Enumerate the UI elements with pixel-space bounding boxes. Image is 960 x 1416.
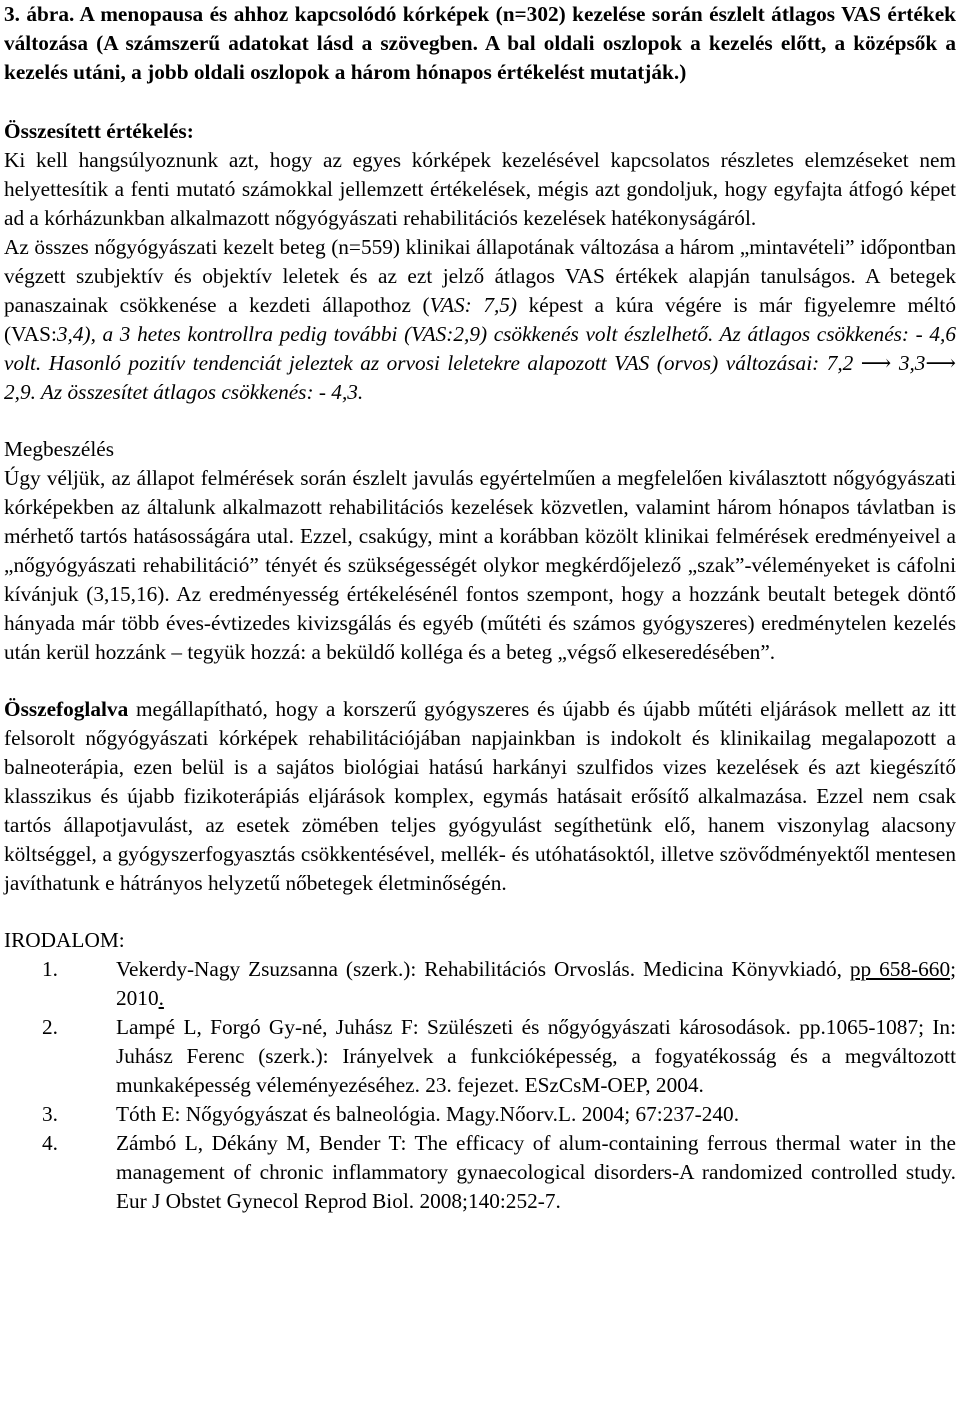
reference-text: Zámbó L, Dékány M, Bender T: The efficacy of alum-containing ferrous thermal water in the management of chronic inflammatory gynaecological disorders-A randomized controlled study. Eur J Obstet Gynecol Reprod Biol. 2008;140:252-7. [116, 1131, 956, 1213]
spacer [4, 407, 956, 435]
reference-number: 2. [42, 1015, 58, 1039]
spacer [4, 667, 956, 695]
reference-text-part: ; 2010 [116, 957, 957, 1010]
summary-text-d: 3,4), a 3 hetes kontrollra pedig további (VAS:2,9) csökkenés volt észlelhető. [56, 322, 714, 346]
summary-text-a: Az összes nőgyógyászati kezelt beteg (n=559) klinikai állapotának változása a három „mintavételi” időpontban végzett szubjektív és objektív leletek és az ezt jelző átlagos VAS értékek alapján tanulságos. A betegek panaszainak csökkenése a kezdeti állapothoz ( [4, 235, 956, 317]
document-page [4, 0, 956, 1216]
discussion-paragraph: Úgy véljük, az állapot felmérések során észlelt javulás egyértelműen a megfelelően kiválasztott nőgyógyászati kórképekben az általunk alkalmazott rehabilitációs kezelések közvetlen, valamint három hónapos távlatban is mérhető tartós hatásosságára utal. Ezzel, csakúgy, mint a korábban közölt klinikai felmérések eredményeivel a „nőgyógyászati rehabilitáció” tényét és szükségességét olykor megkérdőjelező „szak”-véleményeket is cáfolni kívánjuk (3,15,16). Az eredményesség értékelésénél fontos szempont, hogy a hozzánk beutalt betegek döntő hányada már több éves-évtizedes kivizsgálás és egyéb (műtéti és számos gyógyszeres) eredménytelen kezelés után kerül hozzánk – tegyük hozzá: a beküldő kolléga és a beteg „végső elkeseredésében”. [4, 466, 956, 664]
summary-text-f: Hasonló pozitív tendenciát jeleztek az orvosi leletekre alapozott VAS (orvos) változásai: 7,2 ⟶ 3,3⟶ 2,9. Az összesítet átlagos csökkenés: - 4,3. [4, 351, 956, 404]
reference-text-part: . [158, 986, 164, 1010]
conclusion-heading: Összefoglalva [4, 697, 129, 721]
summary-text-b: VAS: 7,5) [429, 293, 518, 317]
discussion-heading: Megbeszélés [4, 437, 114, 461]
reference-item [4, 1100, 956, 1129]
summary-text-c: képest a kúra végére is már figyelemre méltó (VAS: [4, 293, 956, 346]
conclusion-text: megállapítható, hogy a korszerű gyógyszeres és újabb és újabb műtéti eljárások mellett az itt felsorolt nőgyógyászati kórképek rehabilitációjában napjainkban is indokolt és klinikailag megalapozott a balneoterápia, ezen belül is a sajátos biológiai hatású harkányi szulfidos vizes kezelések és azt kiegészítő klasszikus és újabb fizikoterápiás eljárások komplex, egymás hatásait erősítő alkalmazása. Ezzel nem csak tartós állapotjavulást, az esetek zömében teljes gyógyulást segíthetünk elő, hanem viszonylag alacsony költséggel, a gyógyszerfogyasztás csökkentésével, mellék- és utóhatásoktól, illetve szövődményektől mentesen javíthatunk e hátrányos helyzetű nőbetegek életminőségén. [4, 697, 956, 895]
references-list [4, 955, 956, 1216]
conclusion-paragraph [4, 695, 956, 898]
spacer [4, 87, 956, 117]
reference-pages-link: pp 658-660 [849, 957, 951, 981]
summary-paragraph-1: Ki kell hangsúlyoznunk azt, hogy az egyes kórképek kezelésével kapcsolatos részletes elemzéseket nem helyettesítik a fenti mutató számokkal jellemzett értékelések, mégis azt gondoljuk, hogy egyfajta átfogó képet ad a kórházunkban alkalmazott nőgyógyászati rehabilitációs kezelések hatékonyságáról. [4, 148, 956, 230]
summary-heading: Összesített értékelés: [4, 119, 194, 143]
figure-caption: 3. ábra. A menopausa és ahhoz kapcsolódó kórképek (n=302) kezelése során észlelt átlagos VAS értékek változása (A számszerű adatokat lásd a szövegben. A bal oldali oszlopok a kezelés előtt, a középsők a kezelés utáni, a jobb oldali oszlopok a három hónapos értékelést mutatják.) [4, 2, 956, 84]
reference-text: Tóth E: Nőgyógyászat és balneológia. Magy.Nőorv.L. 2004; 67:237-240. [116, 1102, 740, 1126]
reference-text-part: Vekerdy-Nagy Zsuzsanna (szerk.): Rehabilitációs Orvoslás. Medicina Könyvkiadó, [116, 957, 850, 981]
reference-item [4, 955, 956, 1013]
spacer [4, 898, 956, 926]
reference-text [116, 955, 956, 1013]
reference-item [4, 1013, 956, 1100]
summary-text-e: Az átlagos csökkenés: - 4,6 volt. [4, 322, 956, 375]
summary-paragraph-2 [4, 233, 956, 407]
reference-number: 1. [42, 957, 58, 981]
reference-number: 4. [42, 1131, 58, 1155]
reference-text: Lampé L, Forgó Gy-né, Juhász F: Szülészeti és nőgyógyászati károsodások. pp.1065-1087; In: Juhász Ferenc (szerk.): Irányelvek a funkcióképesség, a fogyatékosság és a megváltozott munkaképesség véleményezéséhez. 23. fejezet. ESzCsM-OEP, 2004. [116, 1015, 956, 1097]
references-title: IRODALOM: [4, 928, 125, 952]
reference-item [4, 1129, 956, 1216]
reference-number: 3. [42, 1102, 58, 1126]
